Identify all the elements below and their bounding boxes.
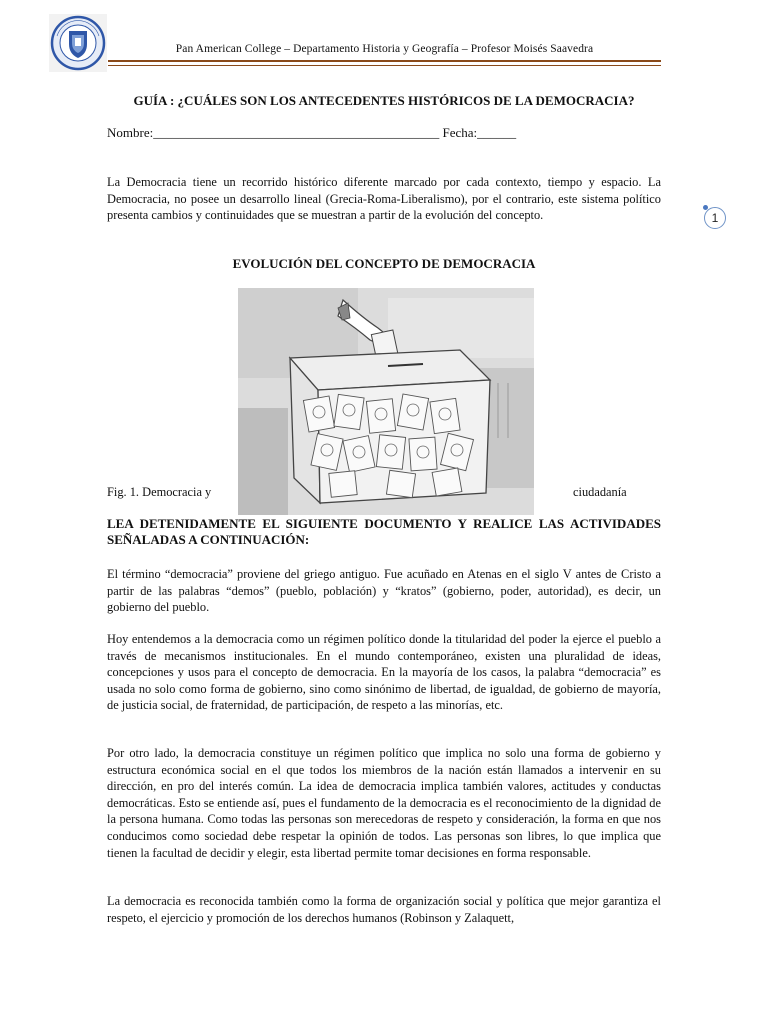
school-logo [49,14,107,72]
date-field-label: Fecha:______ [442,125,517,140]
paragraph-human-rights: La democracia es reconocida también como la forma de organización social y política que mejor garantiza el respeto, el ejercicio y promoción de los derechos humanos (Robinson y Zalaquett, [107,894,661,925]
paragraph-values: Por otro lado, la democracia constituye un régimen político que implica no solo una forma de gobierno y estructura económica social en el que todos los miembros de la nación están llamados a intervenir en su dirección, en pro del interés común. La idea de democracia implica también valores, actitudes y conductas democráticas. Esto se entiende así, pues el fundamento de la democracia es el reconocimiento de la dignidad de la persona humana. Como todas las personas son merecedoras de respeto y consideración, la forma en que nos conducimos como sociedad debe respetar la opinión de todos. Las personas son libres, lo que implica que tienen la facultad de decidir y elegir, esta libertad permite tomar decisiones en forma responsable. [107,746,661,860]
page-title: GUÍA : ¿CUÁLES SON LOS ANTECEDENTES HISTÓRICOS DE LA DEMOCRACIA? [133,93,635,108]
intro-paragraph: La Democracia tiene un recorrido histórico diferente marcado por cada contexto, tiempo y espacio. La Democracia, no posee un desarrollo lineal (Grecia-Roma-Liberalismo), por el contrario, este sistema político presenta cambios y continuidades que se muestran a partir de la evolución del concepto. [107,175,661,223]
name-date-line [107,125,661,141]
paragraph-etymology: El término “democracia” proviene del griego antiguo. Fue acuñado en Atenas en el siglo V antes de Cristo a partir de las palabras “demos” (pueblo, población) y “kratos” (gobierno, poder, autoridad), es decir, un gobierno del pueblo. [107,567,661,615]
instructions-heading: LEA DETENIDAMENTE EL SIGUIENTE DOCUMENTO Y REALICE LAS ACTIVIDADES SEÑALADAS A CONTINUACIÓN: [107,516,661,547]
figure-caption-left: Fig. 1. Democracia y [107,485,212,499]
section-title: EVOLUCIÓN DEL CONCEPTO DE DEMOCRACIA [232,256,536,271]
paragraph-modern-definition: Hoy entendemos a la democracia como un régimen político donde la titularidad del poder la ejerce el pueblo a través de mecanismos institucionales. En el mundo contemporáneo, existen una pluralidad de ideas, concepciones y usos para el concepto de democracia. En la mayoría de los casos, la palabra “democracia” es usada no solo como forma de gobierno, sino como sinónimo de libertad, de igualdad, de gobierno de mayoría, de justicia social, de fraternidad, de participación, de respeto a las minorías, etc. [107,632,661,713]
page-number-badge[interactable]: 1 [704,207,726,229]
header-divider [108,60,661,66]
document-header: Pan American College – Departamento Historia y Geografía – Profesor Moisés Saavedra [175,43,594,55]
figure-caption-right: ciudadanía [573,485,627,499]
ballot-box-illustration [238,288,534,515]
name-field-label: Nombre:____________________________________________ [107,125,440,140]
